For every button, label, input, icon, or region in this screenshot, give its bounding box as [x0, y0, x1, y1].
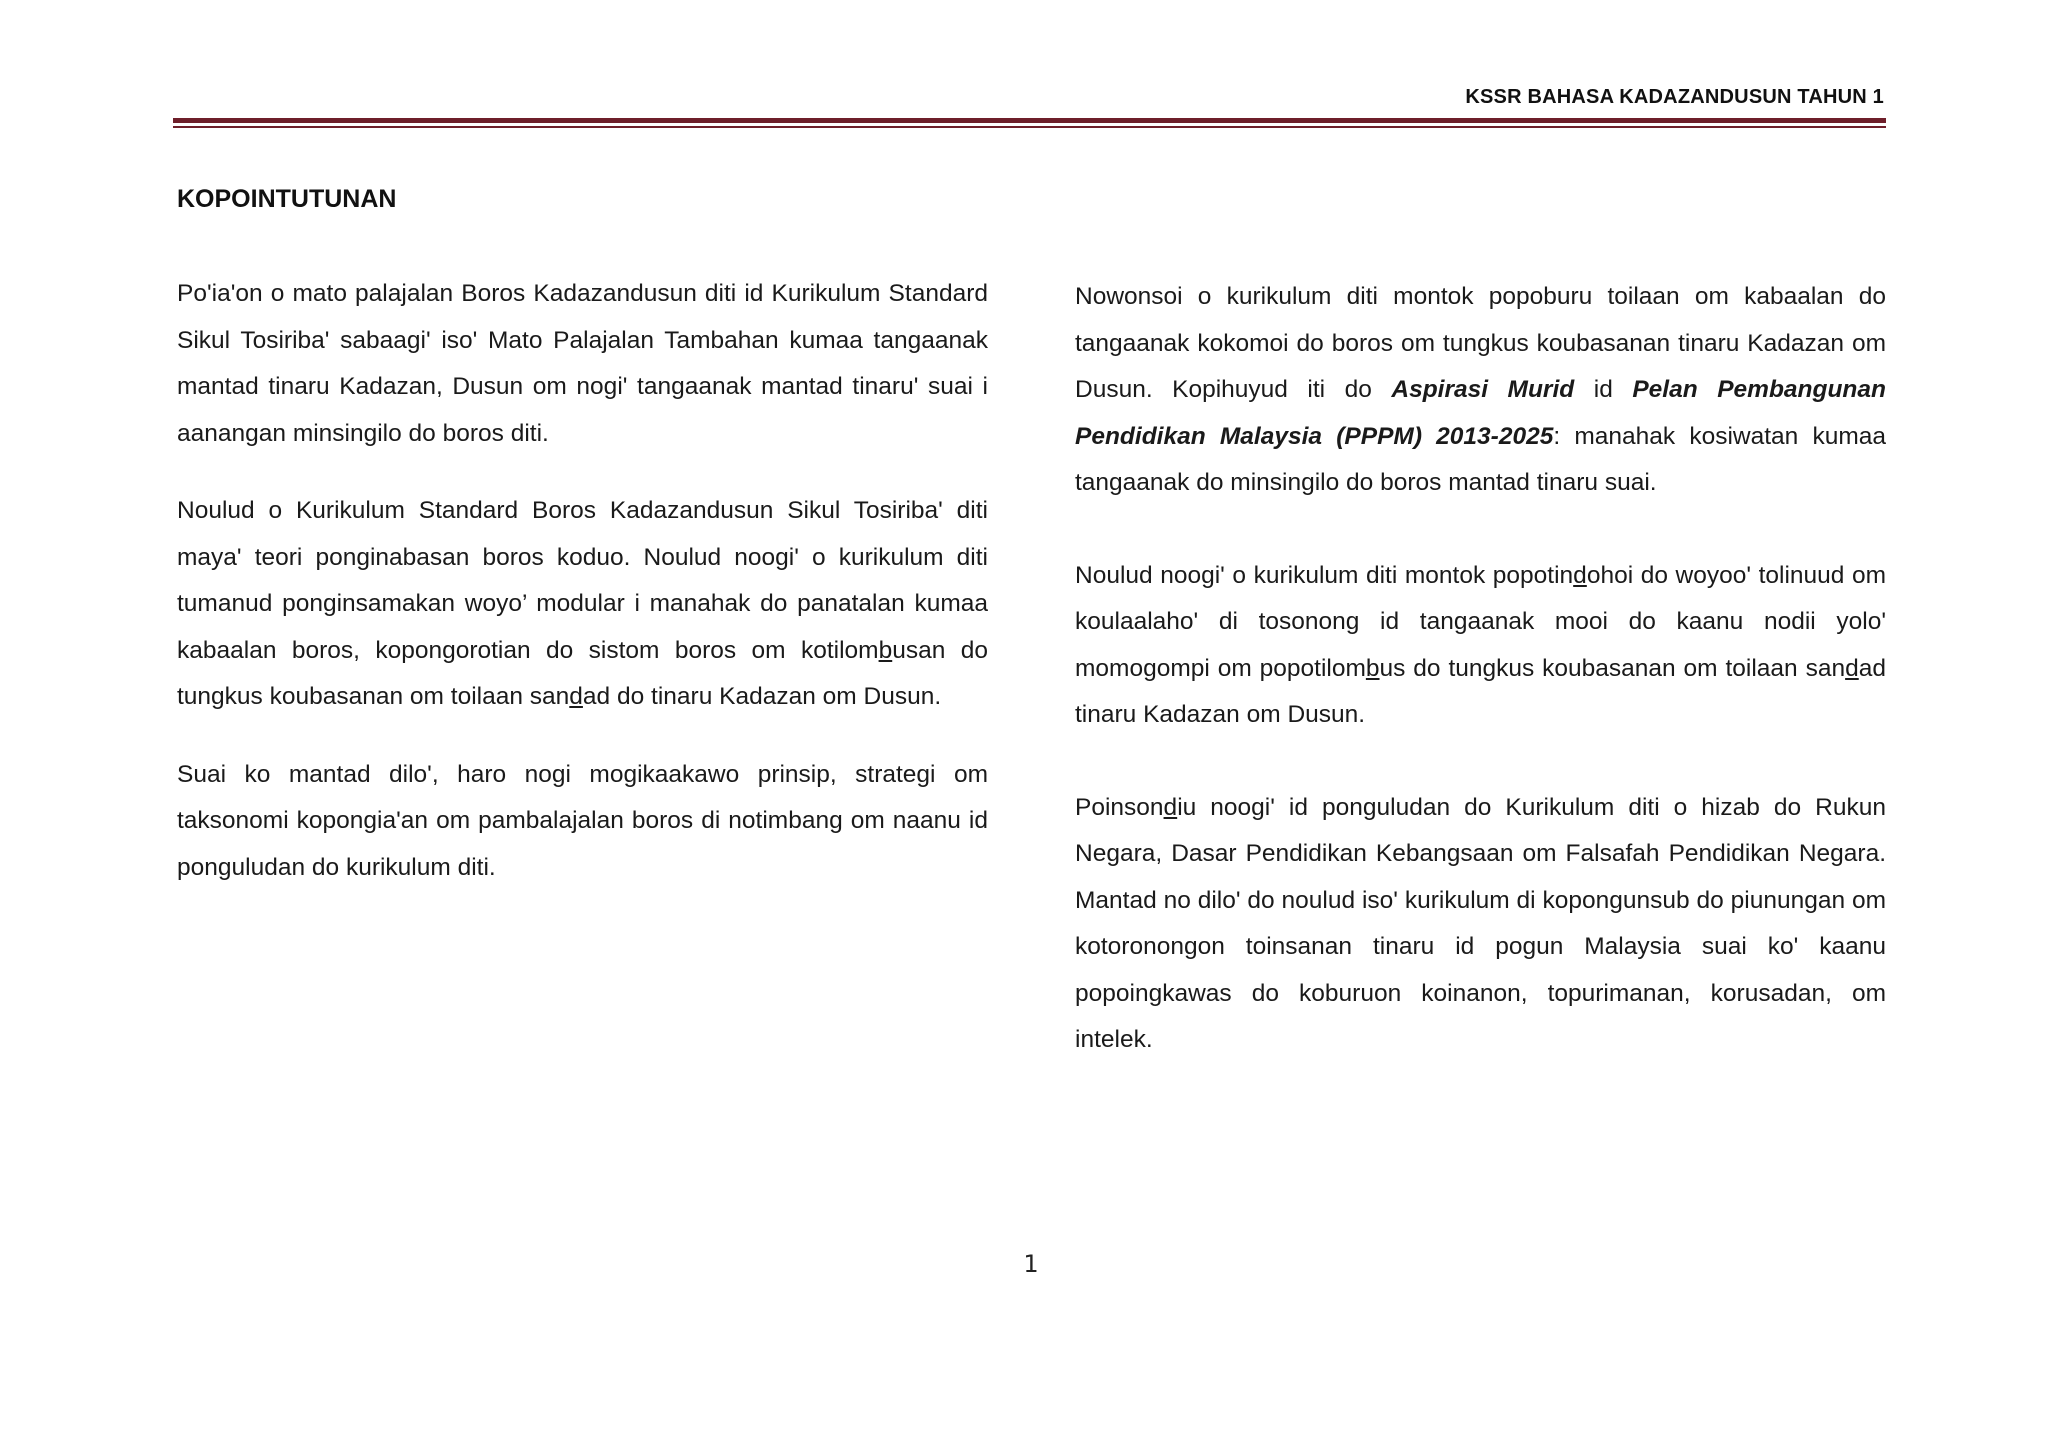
- left-column: [177, 271, 988, 891]
- text-run: ad do tinaru Kadazan om Dusun.: [582, 683, 942, 710]
- header-rule-thick: [173, 118, 1886, 123]
- underlined-letter: d: [569, 683, 583, 710]
- text-run: iu noogi' id ponguludan do Kurikulum diti o hizab do Rukun Negara, Dasar Pendidikan Kebangsaan om Falsafah Pendidikan Negara. Mantad no dilo' do noulud iso' kurikulum di kopongunsub do piunungan om kotoronongon toinsanan tinaru id pogun Malaysia suai ko' kaanu popoingkawas do koburuon koinanon, topurimanan, korusadan, om intelek.: [1075, 793, 1886, 1053]
- right-paragraph-2: [1075, 553, 1886, 739]
- underlined-letter: d: [1845, 654, 1859, 682]
- text-run: : manahak kosiwatan kumaa tangaanak do minsingilo do boros mantad tinaru suai.: [1075, 422, 1886, 496]
- text-run: id: [1574, 376, 1633, 403]
- text-run: Nowonsoi o kurikulum diti montok popoburu toilaan om kabaalan do tangaanak kokomoi do boros om tungkus koubasanan tinaru Kadazan om Dusun. Kopihuyud iti do: [1075, 283, 1886, 403]
- text-run: usan do tungkus koubasanan om toilaan san: [177, 636, 988, 710]
- section-heading: KOPOINTUTUNAN: [177, 185, 397, 213]
- text-run: ad tinaru Kadazan om Dusun.: [1075, 654, 1886, 728]
- text-run: Noulud o Kurikulum Standard Boros Kadazandusun Sikul Tosiriba' diti maya' teori ponginabasan boros koduo. Noulud noogi' o kurikulum diti tumanud ponginsamakan woyo’ modular i manahak do panatalan kumaa kabaalan boros, kopongorotian do sistom boros om kotilom: [177, 497, 988, 664]
- header-title: KSSR BAHASA KADAZANDUSUN TAHUN 1: [1465, 86, 1884, 108]
- underlined-letter: b: [1365, 654, 1380, 682]
- page-number: 1: [1023, 1250, 1039, 1278]
- text-run: Noulud noogi' o kurikulum diti montok popotin: [1075, 561, 1574, 589]
- text-run: ohoi do woyoo' tolinuud om koulaalaho' di tosonong id tangaanak mooi do kaanu nodii yolo' momogompi om popotilom: [1075, 561, 1887, 682]
- left-paragraph-1: Po'ia'on o mato palajalan Boros Kadazandusun diti id Kurikulum Standard Sikul Tosiriba' sabaagi' iso' Mato Palajalan Tambahan kumaa tangaanak mantad tinaru Kadazan, Dusun om nogi' tangaanak mantad tinaru' suai i aanangan minsingilo do boros diti.: [177, 280, 988, 447]
- text-run: us do tungkus koubasanan om toilaan san: [1379, 654, 1846, 682]
- underlined-letter: d: [1573, 561, 1587, 589]
- header-rule-thin: [173, 126, 1886, 128]
- emphasis-pppm: Pelan Pembangunan Pendidikan Malaysia (PPPM) 2013-2025: [1075, 376, 1886, 450]
- right-paragraph-1: [1075, 274, 1886, 507]
- underlined-letter: b: [878, 636, 893, 664]
- left-paragraph-3: Suai ko mantad dilo', haro nogi mogikaakawo prinsip, strategi om taksonomi kopongia'an om pambalajalan boros di notimbang om naanu id ponguludan do kurikulum diti.: [177, 760, 988, 881]
- emphasis-aspirasi-murid: Aspirasi Murid: [1391, 376, 1575, 403]
- text-run: Poinson: [1075, 793, 1164, 821]
- right-paragraph-3: [1075, 785, 1886, 1064]
- left-paragraph-2: [177, 488, 988, 721]
- underlined-letter: d: [1163, 793, 1178, 821]
- right-column: [1075, 274, 1886, 1064]
